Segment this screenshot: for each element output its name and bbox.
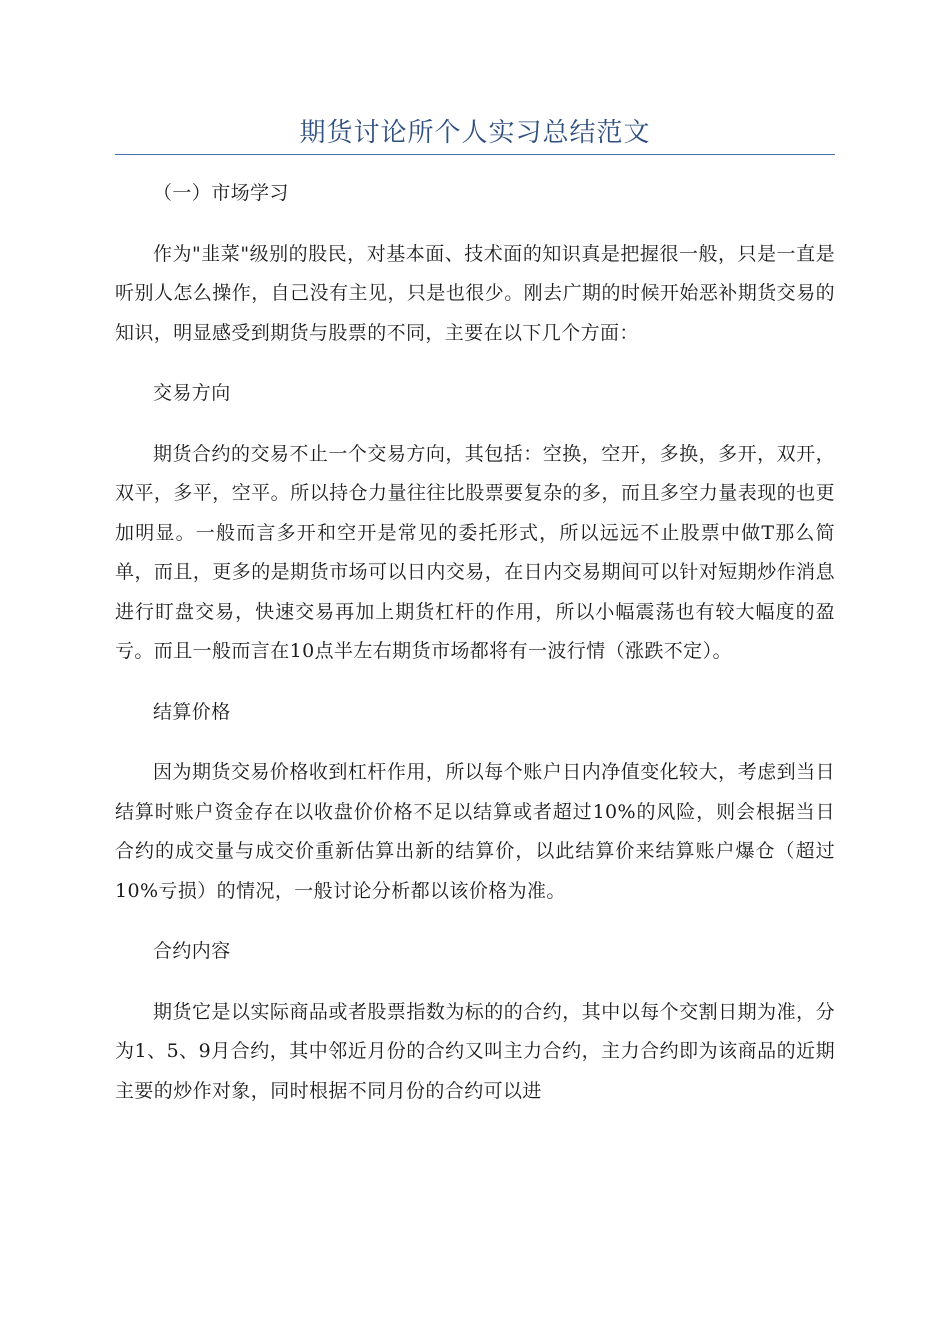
paragraph-trade-direction: 期货合约的交易不止一个交易方向，其包括：空换，空开，多换，多开，双开，双平，多平，空平。所以持仓力量往往比股票要复杂的多，而且多空力量表现的也更加明显。一般而言多开和空开是常见的委托形式，所以远远不止股票中做T那么简单，而且，更多的是期货市场可以日内交易，在日内交易期间可以针对短期炒作消息进行盯盘交易，快速交易再加上期货杠杆的作用，所以小幅震荡也有较大幅度的盈亏。而且一般而言在10点半左右期货市场都将有一波行情（涨跌不定）。 [115,442,835,662]
section-heading-contract-content: 合约内容 [153,940,231,962]
document-body [115,174,835,1111]
section-heading-market-study: （一）市场学习 [153,182,289,204]
section-heading-trade-direction: 交易方向 [153,382,231,404]
title-underline [115,154,835,155]
paragraph-contract-content: 期货它是以实际商品或者股票指数为标的的合约，其中以每个交割日期为准，分为1、5、9月合约，其中邻近月份的合约又叫主力合约，主力合约即为该商品的近期主要的炒作对象，同时根据不同月份的合约可以进 [115,1000,835,1102]
paragraph-market-study: 作为"韭菜"级别的股民，对基本面、技术面的知识真是把握很一般，只是一直是听别人怎么操作，自己没有主见，只是也很少。刚去广期的时候开始恶补期货交易的知识，明显感受到期货与股票的不同，主要在以下几个方面： [115,242,835,344]
section-heading-settlement-price: 结算价格 [153,700,231,723]
page-title: 期货讨论所个人实习总结范文 [299,118,651,148]
paragraph-settlement-price: 因为期货交易价格收到杠杆作用，所以每个账户日内净值变化较大，考虑到当日结算时账户资金存在以收盘价价格不足以结算或者超过10%的风险，则会根据当日合约的成交量与成交价重新估算出新的结算价，以此结算价来结算账户爆仓（超过10%亏损）的情况，一般讨论分析都以该价格为准。 [115,761,835,902]
